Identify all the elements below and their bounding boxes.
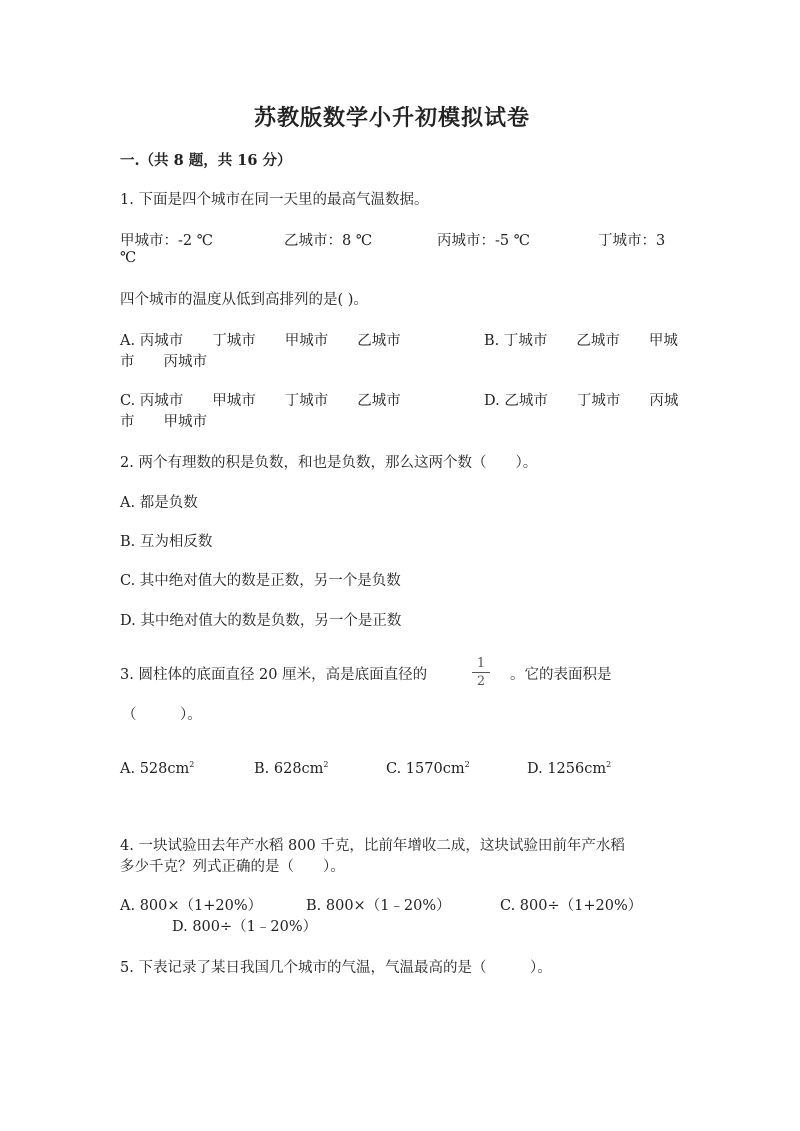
page-title: 苏教版数学小升初模拟试卷 <box>254 105 531 131</box>
q2-option-b[interactable]: B. 互为相反数 <box>120 534 213 550</box>
question-1-prompt: 四个城市的温度从低到高排列的是( )。 <box>120 292 368 308</box>
q2-option-d[interactable]: D. 其中绝对值大的数是负数，另一个是正数 <box>120 613 402 629</box>
q3-option-a[interactable] <box>120 760 194 777</box>
q1-temp-ding: 丁城市：3 <box>598 233 666 249</box>
question-2-stem: 2. 两个有理数的积是负数，和也是负数，那么这两个数（ ）。 <box>120 455 538 471</box>
q3-option-b-label: B. 628cm <box>254 760 324 777</box>
q1-option-d-wrap: 市 甲城市 <box>120 414 207 430</box>
question-3-stem: 3. 圆柱体的底面直径 20 厘米，高是底面直径的 <box>120 667 428 683</box>
q1-temp-bing: 丙城市：-5 ℃ <box>437 233 530 249</box>
question-4-stem-wrap: 多少千克？列式正确的是（ ）。 <box>120 859 345 875</box>
q4-option-c[interactable]: C. 800÷（1+20%） <box>500 898 643 914</box>
q3-option-b-exponent: 2 <box>323 760 329 769</box>
q3-option-c-exponent: 2 <box>464 760 470 769</box>
question-3-blank: （ ）。 <box>122 707 202 723</box>
fraction-bar <box>472 672 490 673</box>
q4-option-d[interactable]: D. 800÷（1﹣20%） <box>172 919 318 935</box>
q1-option-b-wrap: 市 丙城市 <box>120 354 207 370</box>
q4-option-a[interactable]: A. 800×（1+20%） <box>120 898 263 914</box>
q1-option-d[interactable]: D. 乙城市 丁城市 丙城 <box>484 393 679 409</box>
q1-option-c[interactable]: C. 丙城市 甲城市 丁城市 乙城市 <box>120 393 401 409</box>
q1-option-b[interactable]: B. 丁城市 乙城市 甲城 <box>484 333 678 349</box>
q1-option-a[interactable]: A. 丙城市 丁城市 甲城市 乙城市 <box>120 333 401 349</box>
fraction-one-half <box>472 656 490 689</box>
fraction-numerator: 1 <box>476 656 486 671</box>
q1-temp-yi: 乙城市：8 ℃ <box>284 233 373 249</box>
q3-option-d-exponent: 2 <box>606 760 612 769</box>
q3-option-b[interactable] <box>254 760 329 777</box>
q4-option-b[interactable]: B. 800×（1﹣20%） <box>306 898 451 914</box>
question-1-stem: 1. 下面是四个城市在同一天里的最高气温数据。 <box>120 192 429 208</box>
q1-temp-ding-unit: ℃ <box>120 250 137 266</box>
q3-option-d-label: D. 1256cm <box>527 760 607 777</box>
q3-option-c[interactable] <box>386 760 470 777</box>
q2-option-a[interactable]: A. 都是负数 <box>120 495 198 511</box>
question-4-stem: 4. 一块试验田去年产水稻 800 千克，比前年增收二成，这块试验田前年产水稻 <box>120 838 625 854</box>
q3-option-a-exponent: 2 <box>189 760 195 769</box>
q3-option-d[interactable] <box>527 760 611 777</box>
section-heading: 一.（共 8 题，共 16 分） <box>120 152 292 169</box>
question-3-stem-end: 。它的表面积是 <box>510 667 612 683</box>
q1-temp-jia: 甲城市：-2 ℃ <box>120 233 213 249</box>
q2-option-c[interactable]: C. 其中绝对值大的数是正数，另一个是负数 <box>120 573 401 589</box>
question-5-stem: 5. 下表记录了某日我国几个城市的气温，气温最高的是（ ）。 <box>120 960 552 976</box>
fraction-denominator: 2 <box>476 674 486 689</box>
q3-option-a-label: A. 528cm <box>120 760 190 777</box>
q3-option-c-label: C. 1570cm <box>386 760 465 777</box>
